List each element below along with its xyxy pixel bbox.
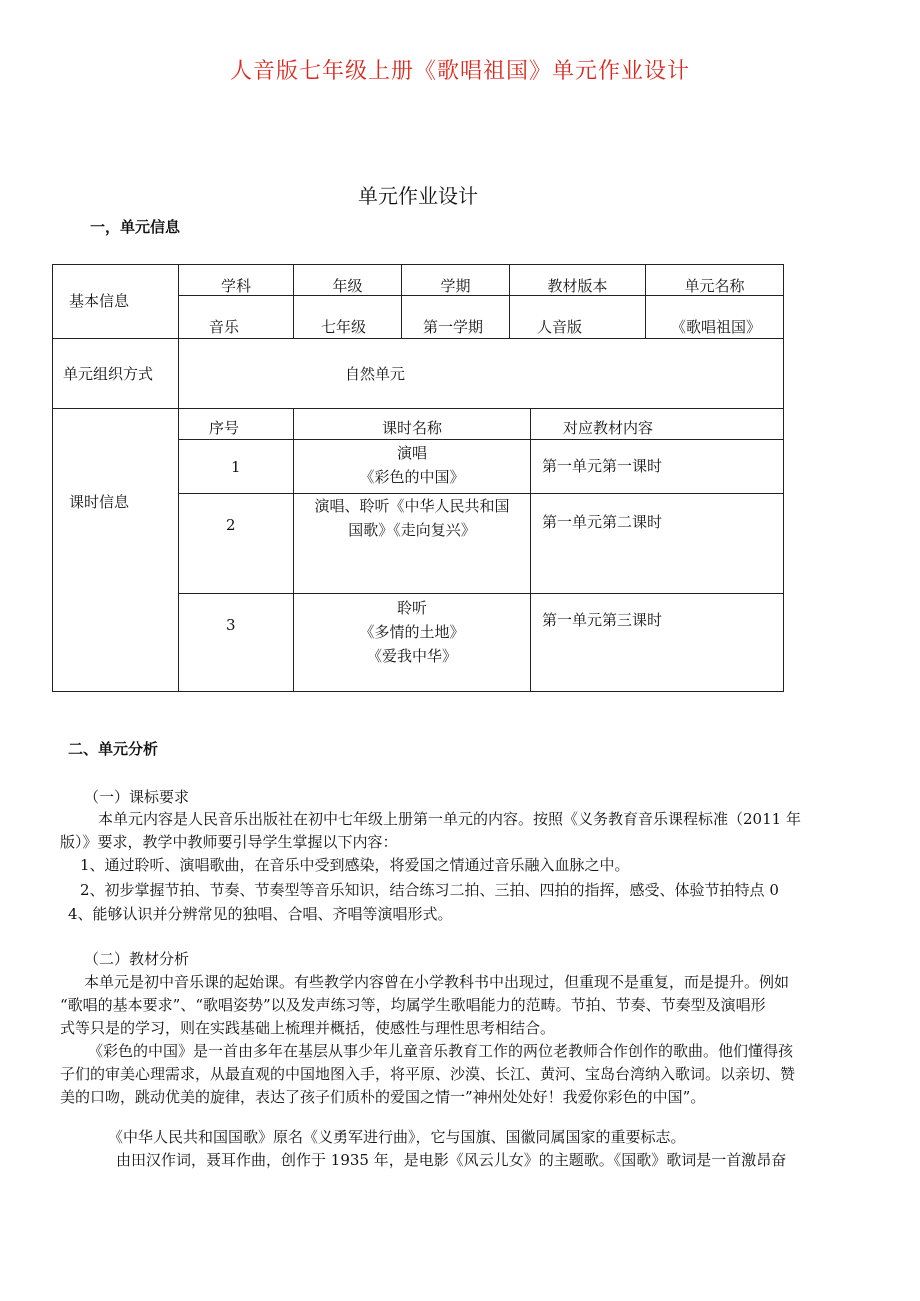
table-rule — [53, 408, 783, 409]
header-semester: 学期 — [440, 277, 471, 295]
subsection-heading-curriculum: （一）课标要求 — [84, 788, 190, 806]
paragraph-line: 《中华人民共和国国歌》原名《义勇军进行曲》，它与国旗、国徽同属国家的重要标志。 — [108, 1128, 686, 1146]
lesson-name — [294, 494, 530, 542]
lesson-name-line: 《彩色的中国》 — [359, 468, 465, 486]
section-heading-unit-analysis: 二、单元分析 — [68, 740, 159, 758]
section-heading-unit-info: 一，单元信息 — [90, 218, 181, 236]
list-item: 2、初步掌握节拍、节奏、节奏型等音乐知识，结合练习二拍、三拍、四拍的指挥，感受、体验节拍特点 0 — [80, 881, 779, 899]
paragraph-line: 《彩色的中国》是一首由多年在基层从事少年儿童音乐教育工作的两位老教师合作创作的歌曲。他们懂得孩 — [88, 1042, 794, 1060]
org-value: 自然单元 — [345, 365, 406, 383]
lesson-name — [294, 596, 530, 668]
lesson-name-line: 《爱我中华》 — [366, 647, 457, 665]
table-rule — [530, 408, 531, 691]
list-item: 4、能够认识并分辨常见的独唱、合唱、齐唱等演唱形式。 — [68, 905, 453, 923]
unit-info-table — [52, 264, 784, 692]
header-textbook-version: 教材版本 — [547, 277, 608, 295]
lesson-number: 2 — [226, 516, 236, 534]
lesson-info-label: 课时信息 — [69, 493, 130, 511]
basic-info-label: 基本信息 — [69, 292, 130, 310]
document-title: 人音版七年级上册《歌唱祖国》单元作业设计 — [229, 59, 690, 84]
lesson-header-name: 课时名称 — [381, 419, 442, 437]
table-rule — [179, 593, 783, 594]
value-semester: 第一学期 — [423, 318, 484, 336]
paragraph-line: 本单元是初中音乐课的起始课。有些教学内容曾在小学教科书中出现过，但重现不是重复，而是提升。例如 — [84, 973, 790, 991]
paragraph-line: 式等只是的学习，则在实践基础上梳理并概括，使感性与理性思考相结合。 — [60, 1019, 556, 1037]
header-grade: 年级 — [332, 277, 363, 295]
lesson-name-line: 演唱 — [396, 444, 427, 462]
lesson-name-line: 国歌》《走向复兴》 — [348, 521, 476, 539]
lesson-number: 3 — [226, 616, 236, 634]
paragraph-line: 由田汉作词，聂耳作曲，创作于 1935 年，是电影《风云儿女》的主题歌。《国歌》歌词是一首激昂奋 — [116, 1151, 787, 1169]
lesson-content: 第一单元第三课时 — [542, 611, 663, 629]
subsection-heading-textbook: （二）教材分析 — [84, 950, 190, 968]
lesson-header-number: 序号 — [209, 419, 240, 437]
lesson-header-content: 对应教材内容 — [563, 419, 654, 437]
value-textbook-version: 人音版 — [537, 318, 583, 336]
table-rule — [178, 265, 179, 691]
org-label: 单元组织方式 — [63, 365, 154, 383]
lesson-name-line: 演唱、聆听《中华人民共和国 — [314, 497, 510, 515]
paragraph-line: 本单元内容是人民音乐出版社在初中七年级上册第一单元的内容。按照《义务教育音乐课程标准（2011 年 — [98, 810, 801, 828]
list-item: 1、通过聆听、演唱歌曲，在音乐中受到感染，将爱国之情通过音乐融入血脉之中。 — [80, 856, 630, 874]
lesson-name-line: 聆听 — [396, 599, 427, 617]
lesson-name — [294, 441, 530, 489]
value-grade: 七年级 — [321, 318, 367, 336]
value-unit-name: 《歌唱祖国》 — [671, 318, 762, 336]
paragraph-line: 美的口吻，跳动优美的旋律，表达了孩子们质朴的爱国之情一”神州处处好！我爱你彩色的中国”。 — [60, 1088, 706, 1106]
paragraph-line: “歌唱的基本要求”、“歌唱姿势”以及发声练习等，均属学生歌唱能力的范畴。节拍、节奏、节奏型及演唱形 — [60, 996, 766, 1014]
lesson-number: 1 — [231, 458, 241, 476]
main-heading: 单元作业设计 — [358, 184, 478, 208]
paragraph-line: 子们的审美心理需求，从最直观的中国地图入手，将平原、沙漠、长江、黄河、宝岛台湾纳入歌词。以亲切、赞 — [60, 1065, 796, 1083]
lesson-name-line: 《多情的土地》 — [359, 623, 465, 641]
header-subject: 学科 — [220, 277, 251, 295]
value-subject: 音乐 — [209, 318, 240, 336]
paragraph-line: 版）》要求，教学中教师要引导学生掌握以下内容： — [60, 833, 398, 851]
lesson-content: 第一单元第一课时 — [542, 457, 663, 475]
header-unit-name: 单元名称 — [684, 277, 745, 295]
lesson-content: 第一单元第二课时 — [542, 513, 663, 531]
